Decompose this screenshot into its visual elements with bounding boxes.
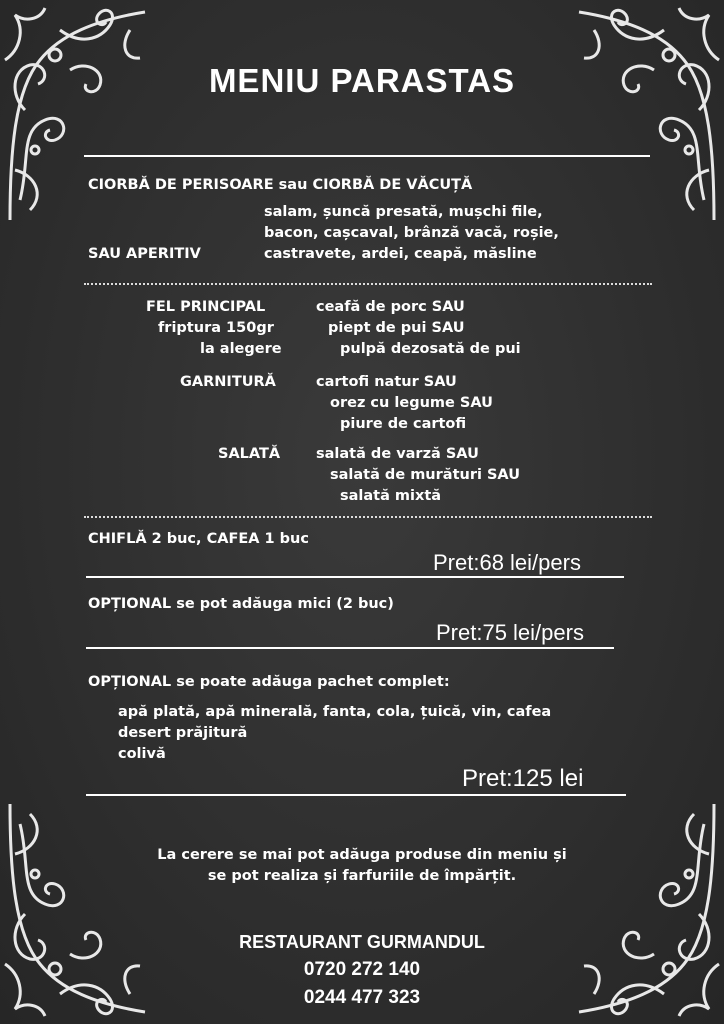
note-line-2: se pot realiza și farfuriile de împărțit. (207, 868, 517, 884)
main-course-sub-2: la alegere (200, 341, 282, 357)
phone-2[interactable]: 0244 477 323 (303, 987, 421, 1008)
salad-option-1: salată de varză SAU (316, 446, 479, 462)
main-option-3: pulpă dezosată de pui (340, 341, 521, 357)
title-divider (84, 155, 650, 157)
garnish-option-3: piure de cartofi (340, 416, 467, 432)
package-item-2: desert prăjitură (118, 725, 248, 741)
salad-option-2: salată de murături SAU (330, 467, 520, 483)
main-option-2: piept de pui SAU (328, 320, 465, 336)
garnish-option-2: orez cu legume SAU (330, 395, 493, 411)
appetizer-label: SAU APERITIV (88, 246, 201, 262)
price-underline-1 (86, 576, 624, 578)
main-option-1: ceafă de porc SAU (316, 299, 465, 315)
salad-label: SALATĂ (218, 446, 281, 462)
salad-option-3: salată mixtă (340, 488, 442, 504)
corner-ornament-top-left (0, 0, 150, 230)
note-line-1: La cerere se mai pot adăuga produse din meniu și (157, 847, 567, 863)
price-underline-2 (86, 647, 614, 649)
phone-1[interactable]: 0720 272 140 (303, 959, 421, 980)
soup-line: CIORBĂ DE PERISOARE sau CIORBĂ DE VĂCUȚĂ (88, 177, 473, 193)
appetizer-item-1: salam, șuncă presată, mușchi file, (264, 204, 543, 220)
appetizer-item-2: bacon, cașcaval, brânză vacă, roșie, (264, 225, 559, 241)
menu-title: MENIU PARASTAS (208, 62, 516, 99)
price-standard: Pret:68 lei/pers (433, 550, 581, 575)
price-with-mici: Pret:75 lei/pers (436, 620, 584, 645)
garnish-label: GARNITURĂ (180, 374, 276, 390)
garnish-option-1: cartofi natur SAU (316, 374, 457, 390)
main-course-sub-1: friptura 150gr (158, 320, 274, 336)
optional-package-line: OPȚIONAL se poate adăuga pachet complet: (88, 674, 450, 690)
restaurant-name: RESTAURANT GURMANDUL (239, 932, 485, 952)
section-divider-2 (84, 516, 652, 518)
package-item-1: apă plată, apă minerală, fanta, cola, țuică, vin, cafea (118, 704, 552, 720)
price-underline-3 (86, 794, 626, 796)
appetizer-item-3: castravete, ardei, ceapă, măsline (264, 246, 537, 262)
package-item-3: colivă (118, 746, 166, 762)
optional-mici-line: OPȚIONAL se pot adăuga mici (2 buc) (88, 596, 394, 612)
extras-line: CHIFLĂ 2 buc, CAFEA 1 buc (88, 531, 309, 547)
corner-ornament-top-right (574, 0, 724, 230)
main-course-label: FEL PRINCIPAL (146, 299, 266, 315)
price-full-package: Pret:125 lei (462, 765, 584, 792)
section-divider-1 (84, 283, 652, 285)
